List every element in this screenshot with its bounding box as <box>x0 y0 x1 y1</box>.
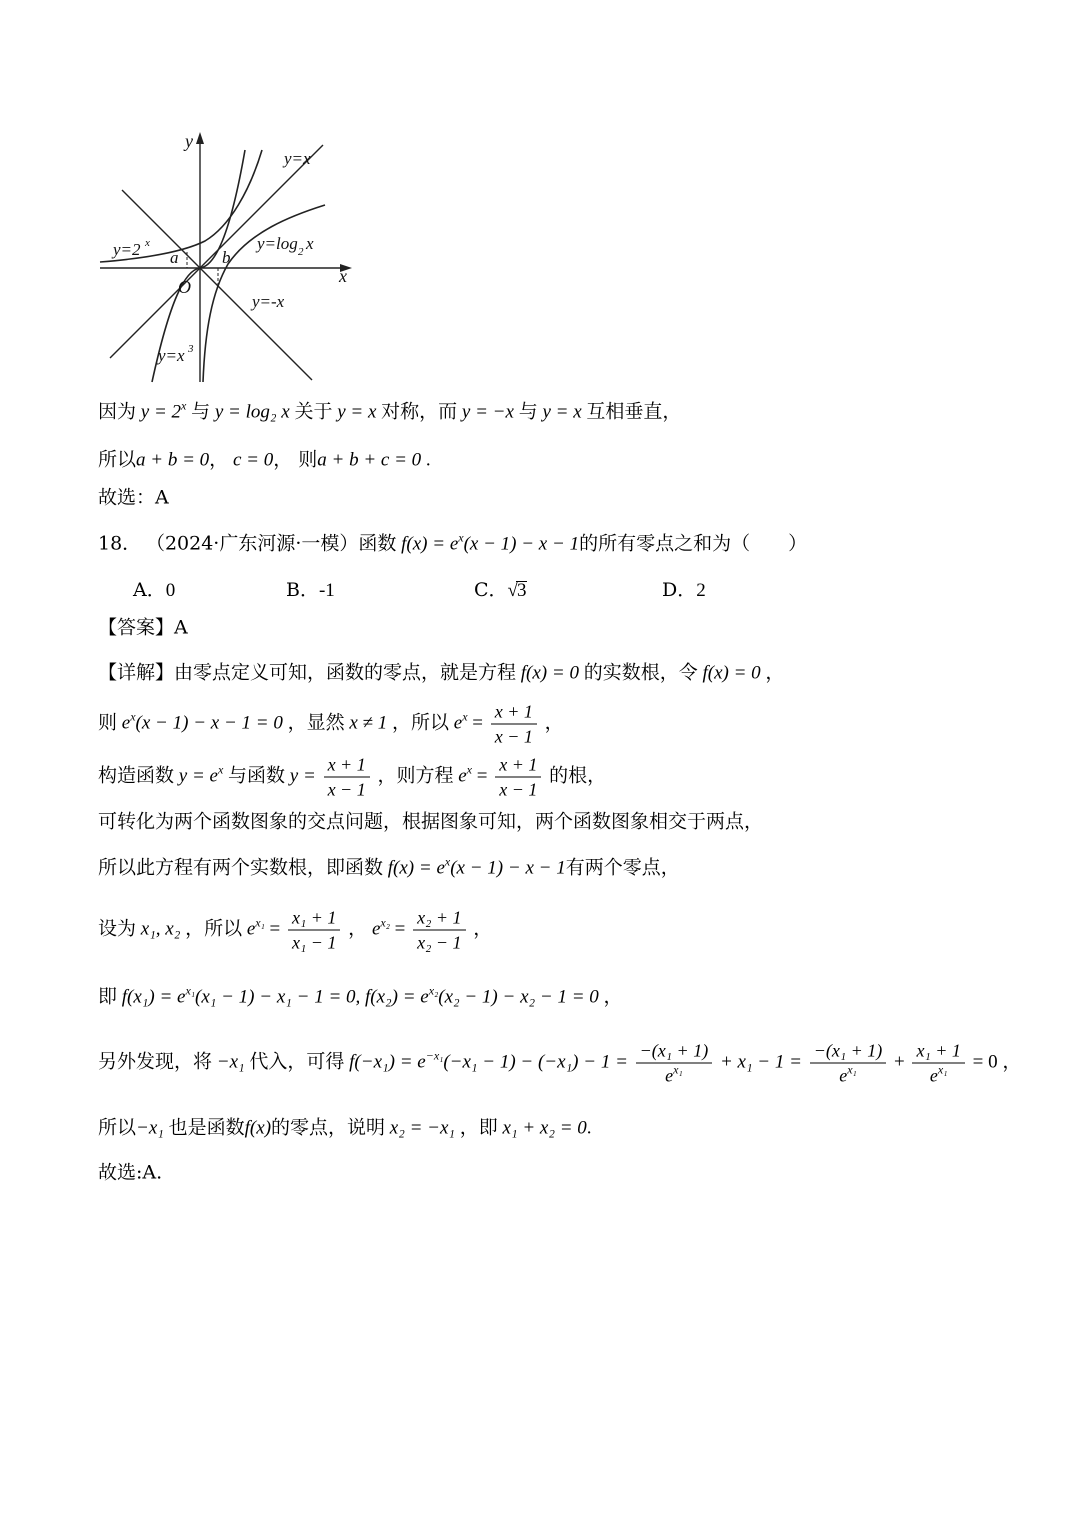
label-logarithm: y=log <box>257 234 298 253</box>
text: ， 则 <box>273 448 318 471</box>
math: y = −x <box>461 401 514 423</box>
math: f(x) = 0 <box>702 662 761 684</box>
detail-line-10 <box>98 1160 162 1187</box>
option-label: D． <box>662 579 697 601</box>
text: 关于 <box>294 400 333 423</box>
math: f(x) = e <box>401 533 459 555</box>
x-axis-label: x <box>339 266 347 286</box>
option-value: 0 <box>165 580 176 601</box>
math-equals: = <box>472 712 483 734</box>
math: x₂ = −x₁ <box>389 1117 456 1139</box>
math: c = 0 <box>232 449 274 471</box>
answer-text: 【答案】A <box>98 616 188 639</box>
math: −x₁ <box>136 1117 164 1139</box>
text: ，即 <box>459 1116 498 1139</box>
math: f(x₁) = e <box>121 986 186 1008</box>
label-y-equals-neg-x: y=-x <box>252 292 285 311</box>
fraction-numerator: −(x₁ + 1) <box>636 1040 713 1064</box>
detail-line-2 <box>98 701 564 748</box>
prev-line-sum <box>98 447 431 474</box>
math: e <box>929 1065 938 1086</box>
text: 与函数 <box>228 764 286 787</box>
math: a + b = 0 <box>136 449 210 471</box>
text: 另外发现，将 <box>98 1050 213 1073</box>
text: ，所以 <box>185 917 243 940</box>
text: 【详解】由零点定义可知，函数的零点，就是方程 <box>98 661 517 684</box>
option-b <box>286 577 335 604</box>
text: 对称，而 <box>381 400 458 423</box>
text: 的实数根，令 <box>583 661 698 684</box>
text: 构造函数 <box>98 764 175 787</box>
math-equals: = <box>476 765 488 787</box>
text: 所以 <box>98 448 137 471</box>
prev-line-choice <box>98 485 169 512</box>
math: e <box>665 1065 674 1086</box>
y-axis-label: y <box>185 131 193 151</box>
fraction <box>810 1040 887 1087</box>
math: x ≠ 1 <box>349 712 388 734</box>
origin-label: O <box>178 277 191 297</box>
math: f(x) = 0 <box>520 662 579 684</box>
detail-line-4 <box>98 809 763 836</box>
fraction-denominator: x − 1 <box>494 726 533 747</box>
detail-line-3 <box>98 754 606 801</box>
fraction-denominator: x₂ − 1 <box>417 932 462 953</box>
math-exponent: x <box>444 854 451 869</box>
text: 的零点，说明 <box>271 1116 386 1139</box>
math: a + b + c = 0 <box>317 449 422 471</box>
question-18 <box>98 531 807 558</box>
fraction-denominator: x₁ − 1 <box>292 932 337 953</box>
fraction <box>495 754 541 801</box>
prev-line-symmetry <box>98 399 681 426</box>
math: f(x) <box>244 1117 272 1139</box>
fraction-denominator <box>810 1064 887 1087</box>
text: ， <box>209 448 229 471</box>
math-exponent: x <box>462 709 468 724</box>
question-tail: 的所有零点之和为（ ） <box>579 532 808 555</box>
text: 可转化为两个函数图象的交点问题，根据图象可知，两个函数图象相交于两点， <box>98 810 764 833</box>
math-exponent: x₁ <box>847 1062 857 1077</box>
period: . <box>586 1117 592 1139</box>
math: x₁, x₂ <box>140 918 181 940</box>
text: 因为 <box>98 400 137 423</box>
detail-line-1 <box>98 660 784 687</box>
radicand: 3 <box>516 580 527 601</box>
text: ， <box>765 661 785 684</box>
option-value: -1 <box>318 580 335 601</box>
option-label: C． <box>474 579 508 601</box>
detail-line-9 <box>98 1115 592 1142</box>
text: ，所以 <box>391 711 449 734</box>
label-exponential: y=2 <box>113 240 141 259</box>
label-y-equals-x: y=x <box>284 149 311 168</box>
math: = 0 <box>972 1051 998 1073</box>
text: 所以 <box>98 1116 137 1139</box>
text: 则 <box>98 711 118 734</box>
text: 设为 <box>98 917 137 940</box>
text: ， <box>1002 1050 1022 1073</box>
math-exponent: x <box>466 762 472 777</box>
math: + x₁ − 1 = <box>719 1051 802 1073</box>
math: y = 2 <box>140 401 182 423</box>
math: −x₁ <box>216 1051 245 1073</box>
fraction-denominator: x − 1 <box>327 779 366 800</box>
math: y = log₂ x <box>214 401 290 423</box>
math: y = x <box>542 401 582 423</box>
fraction-denominator <box>636 1064 713 1087</box>
option-label: A． <box>133 579 166 601</box>
math: e <box>246 918 256 940</box>
text: 代入，可得 <box>249 1050 345 1073</box>
label-cubic-sup: 3 <box>188 343 194 355</box>
fraction-numerator: x₁ + 1 <box>912 1040 964 1064</box>
math: (x₂ − 1) − x₂ − 1 = 0 <box>438 986 599 1008</box>
text: ， <box>473 917 493 940</box>
line-y-equals-neg-x <box>122 190 312 380</box>
point-b-label: b <box>222 248 231 267</box>
math: (−x₁ − 1) − (−x₁) − 1 = <box>443 1051 628 1073</box>
math-exponent: x₁ <box>185 983 195 998</box>
math: e <box>453 712 463 734</box>
math: (x − 1) − x − 1 <box>463 533 580 555</box>
math-exponent: x₁ <box>255 915 265 930</box>
label-logarithm-sub: 2 <box>298 246 304 258</box>
option-value: 2 <box>696 580 706 601</box>
math-exponent: x₂ <box>380 915 390 930</box>
choice-text: 故选：A <box>98 486 169 509</box>
math: y = x <box>337 401 377 423</box>
text: 有两个零点， <box>565 856 680 879</box>
math: (x − 1) − x − 1 = 0 <box>135 712 283 734</box>
answer-line <box>98 615 188 642</box>
math-equals: = <box>269 918 281 940</box>
fraction <box>491 701 537 748</box>
math-exponent: x <box>181 398 187 413</box>
option-c <box>474 577 527 604</box>
math: e <box>121 712 131 734</box>
math-exponent: x₁ <box>937 1062 948 1077</box>
fraction <box>636 1040 713 1087</box>
math: x₁ + x₂ = 0 <box>502 1117 587 1139</box>
text: 与 <box>191 400 211 423</box>
radical-sign: √ <box>507 580 518 601</box>
options-row <box>0 577 1080 603</box>
text: ， <box>348 917 368 940</box>
fraction-denominator <box>912 1064 964 1087</box>
detail-line-5 <box>98 855 680 882</box>
fraction-denominator: x − 1 <box>499 779 538 800</box>
math-exponent: x <box>217 762 224 777</box>
detail-line-7 <box>98 984 623 1011</box>
text: 互相垂直， <box>586 400 682 423</box>
detail-line-6 <box>98 907 492 954</box>
fraction-numerator: x + 1 <box>495 754 541 778</box>
math: y = e <box>178 765 218 787</box>
label-cubic: y=x <box>158 346 185 365</box>
math: e <box>371 918 381 940</box>
detail-line-8 <box>98 1040 1021 1087</box>
fraction <box>413 907 465 954</box>
text: 与 <box>518 400 538 423</box>
y-axis-arrow-icon <box>196 132 204 144</box>
text: ，则方程 <box>377 764 454 787</box>
math: (x − 1) − x − 1 <box>450 857 566 879</box>
math-exponent: x₂ <box>428 983 439 998</box>
question-number: 18． <box>98 532 142 555</box>
text: ， <box>603 985 623 1008</box>
math: f(x) = e <box>387 857 445 879</box>
fraction <box>288 907 340 954</box>
fraction <box>912 1040 964 1087</box>
question-source: （2024·广东河源·一模）函数 <box>145 532 397 555</box>
fraction-numerator: x₁ + 1 <box>288 907 340 931</box>
point-a-label: a <box>170 248 179 267</box>
math: e <box>458 765 467 787</box>
period: . <box>425 449 431 471</box>
math: (x₁ − 1) − x₁ − 1 = 0, f(x₂) = e <box>195 986 429 1008</box>
fraction-numerator: x + 1 <box>491 701 537 725</box>
math-exponent: −x₁ <box>425 1048 444 1063</box>
math-exponent: x <box>458 530 464 545</box>
text: ，显然 <box>287 711 345 734</box>
text: ， <box>544 711 564 734</box>
option-a <box>133 577 175 604</box>
text: 所以此方程有两个实数根，即函数 <box>98 856 384 879</box>
fraction-numerator: x₂ + 1 <box>413 907 465 931</box>
fraction-numerator: −(x₁ + 1) <box>810 1040 887 1064</box>
math-equals: = <box>394 918 406 940</box>
fraction <box>324 754 370 801</box>
math-exponent: x₁ <box>673 1062 683 1077</box>
math: y = <box>289 765 316 787</box>
option-label: B． <box>286 579 319 601</box>
label-logarithm-arg: x <box>306 234 314 253</box>
math: f(−x₁) = e <box>349 1051 426 1073</box>
function-graph-figure <box>0 0 1080 400</box>
text: 的根， <box>549 764 607 787</box>
math: e <box>839 1065 848 1086</box>
choice-text: 故选:A. <box>98 1161 163 1184</box>
fraction-numerator: x + 1 <box>324 754 370 778</box>
math-exponent: x <box>130 709 136 724</box>
label-exponential-sup: x <box>145 237 150 249</box>
text: 即 <box>98 985 118 1008</box>
text: 也是函数 <box>168 1116 245 1139</box>
option-d <box>662 577 706 604</box>
math-plus: + <box>893 1051 905 1073</box>
